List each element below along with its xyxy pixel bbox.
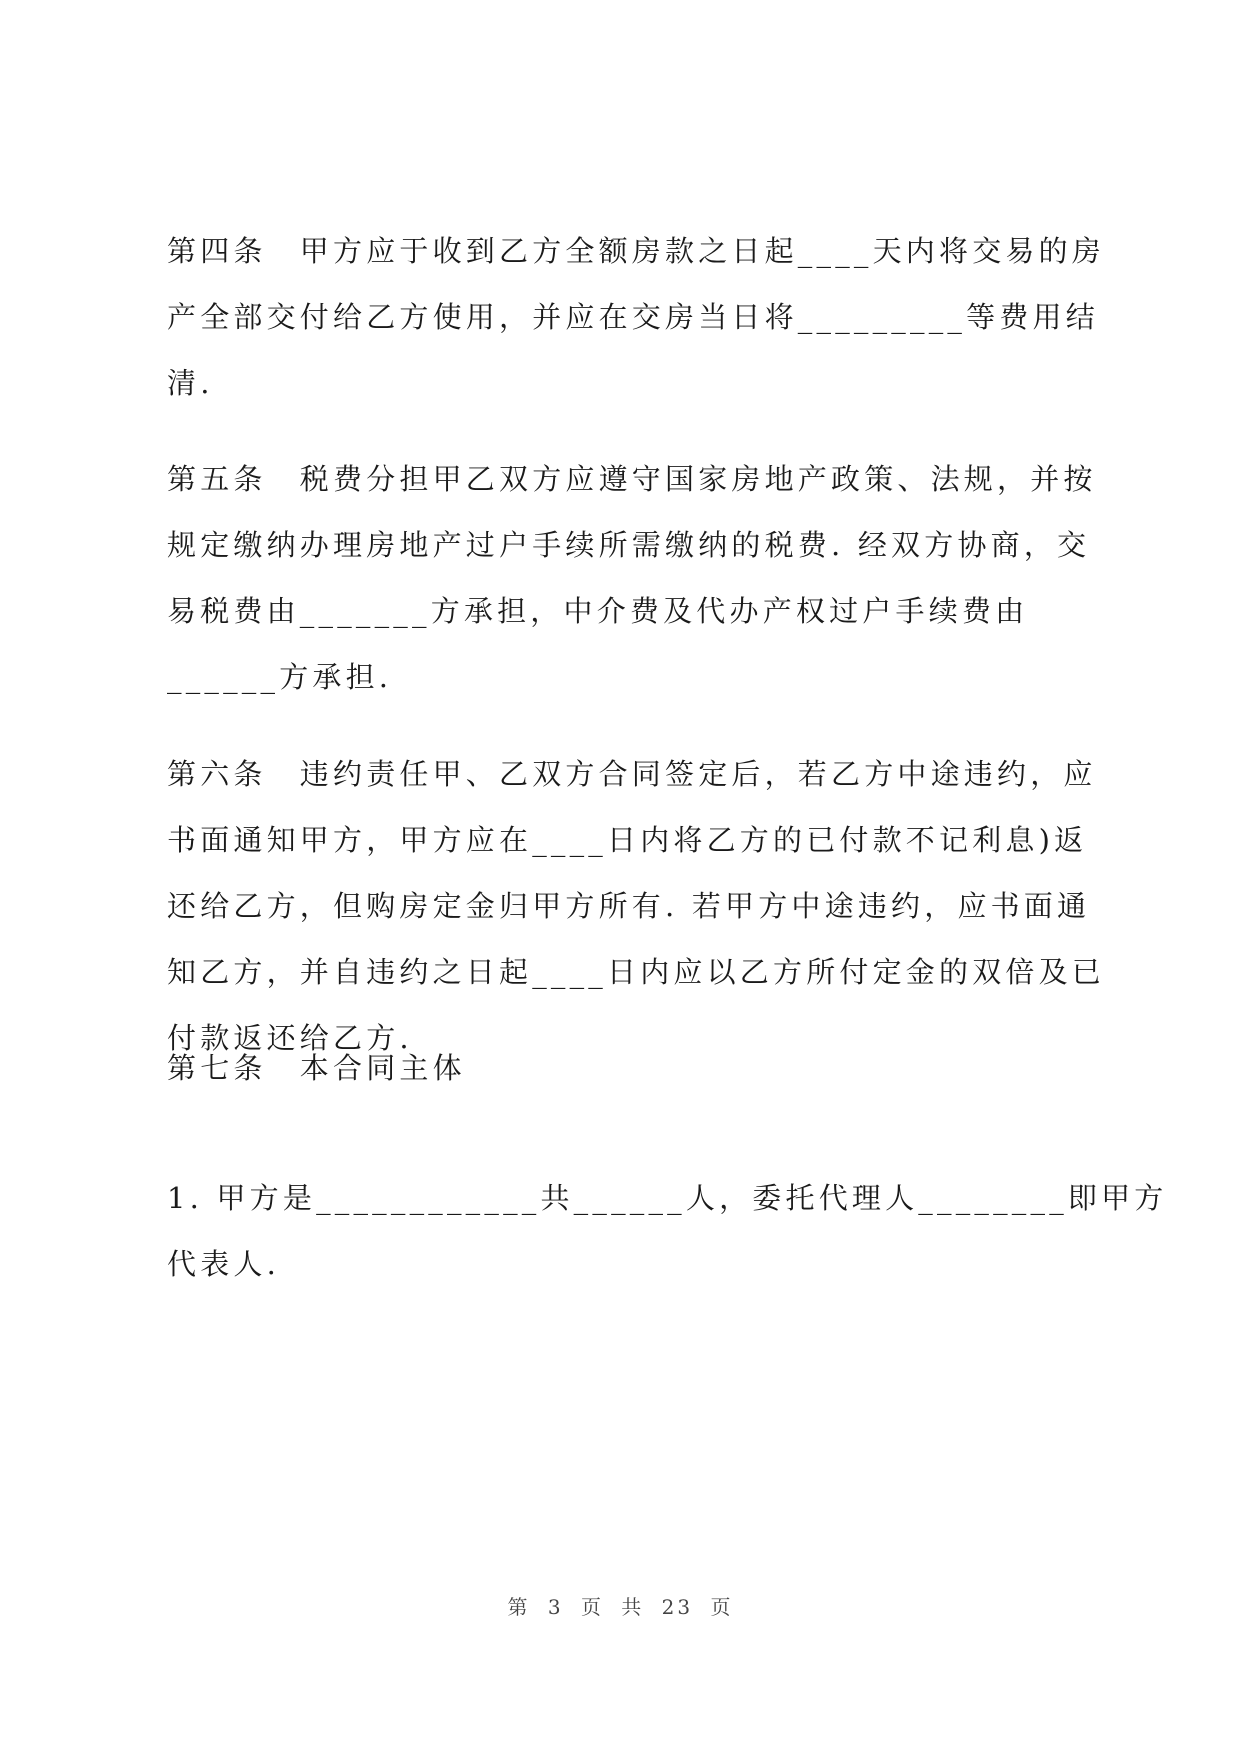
clause-1-line-1: 1. 甲方是____________共______人，委托代理人________即甲方 <box>167 1181 1168 1215</box>
article-6-line-3: 还给乙方，但购房定金归甲方所有. 若甲方中途违约，应书面通 <box>167 889 1091 923</box>
article-5 <box>167 446 1097 710</box>
article-7-clause-1 <box>167 1165 1168 1297</box>
page-number-footer: 第 3 页 共 23 页 <box>507 1595 734 1619</box>
clause-1-line-2: 代表人. <box>167 1247 281 1281</box>
article-5-line-2: 规定缴纳办理房地产过户手续所需缴纳的税费. 经双方协商，交 <box>167 528 1091 562</box>
article-4-line-1: 第四条 甲方应于收到乙方全额房款之日起____天内将交易的房 <box>167 234 1106 268</box>
article-7-line-1: 第七条 本合同主体 <box>167 1051 466 1085</box>
article-6-line-2: 书面通知甲方，甲方应在____日内将乙方的已付款不记利息)返 <box>167 823 1088 857</box>
article-4-line-2: 产全部交付给乙方使用，并应在交房当日将_________等费用结 <box>167 300 1099 334</box>
article-5-line-4: ______方承担. <box>167 660 393 694</box>
article-7 <box>167 1035 1097 1101</box>
article-6 <box>167 741 1106 1071</box>
article-4 <box>167 218 1106 416</box>
article-5-line-3: 易税费由_______方承担，中介费及代办产权过户手续费由 <box>167 594 1029 628</box>
article-4-line-3: 清. <box>167 366 214 400</box>
article-6-line-4: 知乙方，并自违约之日起____日内应以乙方所付定金的双倍及已 <box>167 955 1106 989</box>
article-6-line-1: 第六条 违约责任甲、乙双方合同签定后，若乙方中途违约，应 <box>167 757 1097 791</box>
article-5-line-1: 第五条 税费分担甲乙双方应遵守国家房地产政策、法规，并按 <box>167 462 1097 496</box>
article-6-line-5: 付款返还给乙方. <box>167 1021 413 1055</box>
